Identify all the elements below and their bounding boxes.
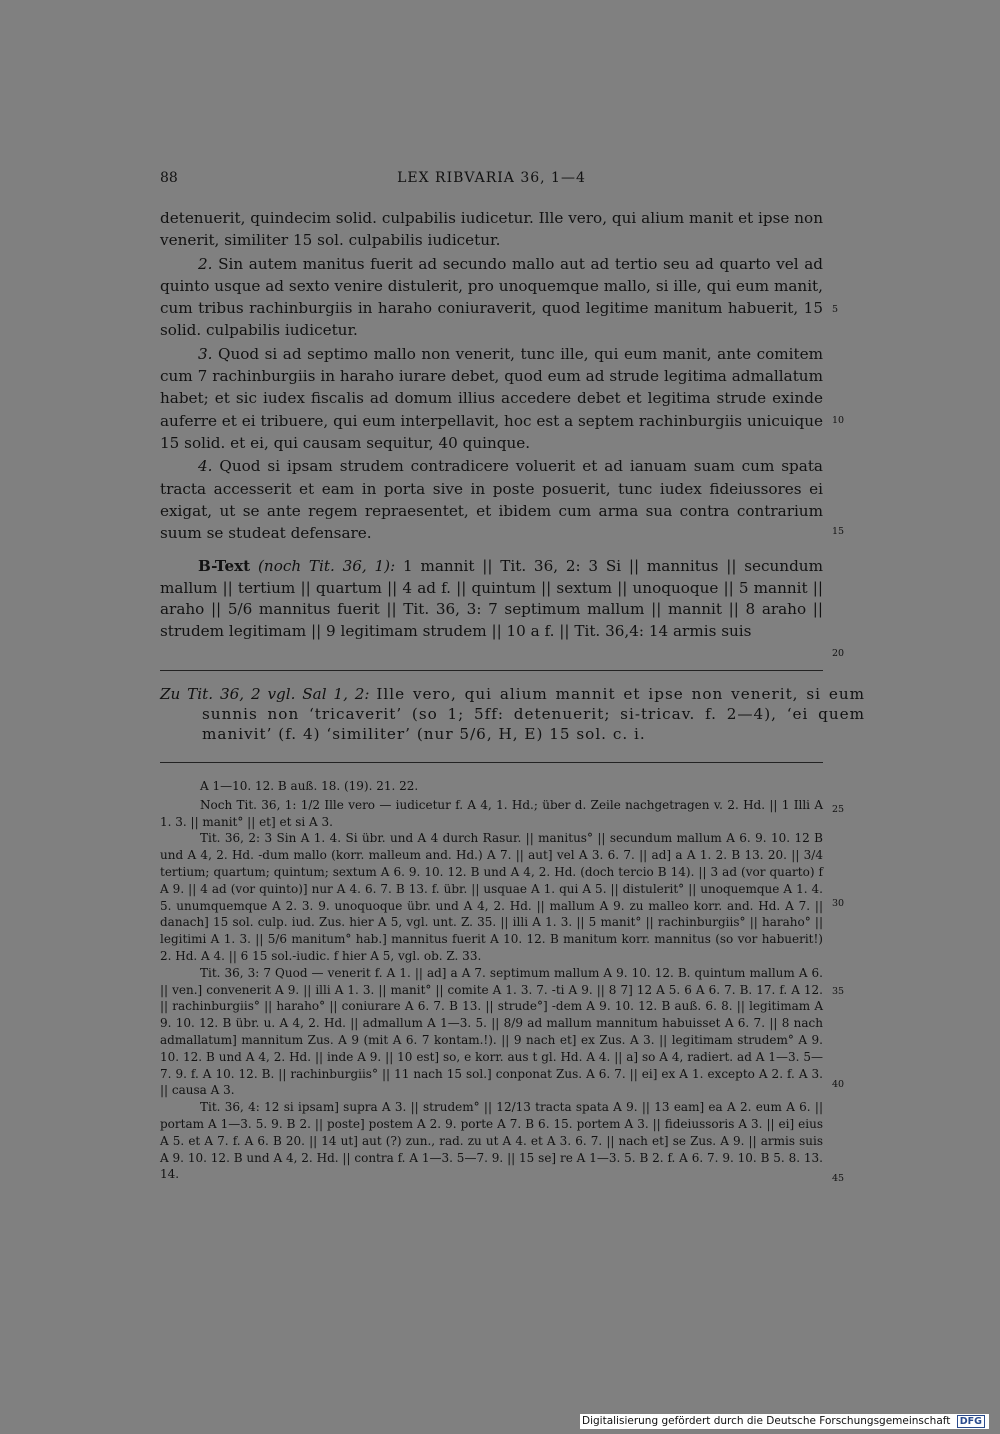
dfg-logo: DFG	[957, 1415, 985, 1428]
line-number: 45	[832, 1173, 845, 1184]
line-number: 20	[832, 648, 845, 659]
b-text-section	[160, 556, 823, 642]
footer-credit	[580, 1414, 989, 1429]
footer-text: Digitalisierung gefördert durch die Deutsche Forschungsgemeinschaft	[582, 1415, 951, 1427]
paragraph-4-text: Quod si ipsam strudem contradicere voluerit et ad ianuam suam cum spata tracta accesserit et eam in porta sive in poste posuerit, tunc iudex fideiussores ei exigat, ut se ante regem repraesentet, et ibidem cum arma sua contra contrarium suum se studeat defensare.	[160, 457, 823, 543]
apparatus-entry: Noch Tit. 36, 1: 1/2 Ille vero — iudicetur f. A 4, 1. Hd.; über d. Zeile nachgetragen v. 2. Hd. || 1 Illi A 1. 3. || manit° || et] et si A 3.	[160, 797, 823, 829]
comparison-ref: Zu Tit. 36, 2 vgl. Sal 1, 2:	[160, 685, 370, 703]
line-number: 10	[832, 415, 845, 426]
paragraph-4-number: 4.	[198, 457, 213, 476]
divider-1	[160, 670, 823, 671]
b-text-label: B-Text	[198, 557, 251, 575]
apparatus-entry: Tit. 36, 4: 12 si ipsam] supra A 3. || strudem° || 12/13 tracta spata A 9. || 13 eam] ea A 2. eum A 6. || portam A 1—3. 5. 9. B 2. || poste] postem A 2. 9. porte A 7. B 6. 15. portem A 3. || fideiussoris A 3. || ei] eius A 5. et A 7. f. A 6. B 20. || 14 ut] aut (?) zun., rad. zu ut A 4. et A 3. 6. 7. || nach et] se Zus. A 9. || armis suis A 9. 10. 12. B und A 4, 2. Hd. || contra f. A 1—3. 5—7. 9. || 15 se] re A 1—3. 5. B 2. f. A 6. 7. 9. 10. B 5. 8. 13. 14.	[160, 1100, 823, 1182]
paragraph-2	[160, 253, 823, 342]
b-text-body: 1 mannit || Tit. 36, 2: 3 Si || mannitus || secundum mallum || tertium || quartum || 4 ad f. || quintum || sextum || unoquoque || 5 mannit || araho || 5/6 mannitus fuerit || Tit. 36, 3: 7 septimum mallum || mannit || 8 araho || strudem legitimam || 9 legitimam strudem || 10 a f. || Tit. 36,4: 14 armis suis	[160, 557, 823, 640]
line-number: 40	[832, 1079, 845, 1090]
critical-apparatus	[160, 778, 823, 1183]
page-header	[160, 170, 823, 190]
line-number: 5	[832, 304, 839, 315]
paragraph-1: detenuerit, quindecim solid. culpabilis iudicetur. Ille vero, qui alium manit et ipse non venerit, similiter 15 sol. culpabilis iudicetur.	[160, 209, 823, 250]
line-number: 15	[832, 526, 845, 537]
line-number: 25	[832, 804, 845, 815]
apparatus-entry: Tit. 36, 2: 3 Sin A 1. 4. Si übr. und A 4 durch Rasur. || manitus° || secundum mallum A 6. 9. 10. 12 B und A 4, 2. Hd. -dum mallo (korr. malleum and. Hd.) A 7. || aut] vel A 3. 6. 7. || ad] a A 1. 2. B 13. 20. || 3/4 tertium; quartum; quintum; sextum A 6. 9. 10. 12. B und A 4, 2. Hd. (doch tercio B 14). || 3 ad (vor quarto) f A 9. || 4 ad (vor quinto)] nur A 4. 6. 7. B 13. f. übr. || usquae A 1. qui A 5. || distulerit° || unoquemque A 1. 4. 5. unumquemque A 2. 3. 9. unoquoque übr. und A 4, 2. Hd. || mallum A 9. zu malleo korr. and. Hd. A 7. || danach] 15 sol. culp. iud. Zus. hier A 5, vgl. unt. Z. 35. || illi A 1. 3. || 5 manit° || rachinburgiis° || haraho° || legitimi A 1. 3. || 5/6 manitum° hab.] mannitus fuerit A 10. 12. B manitum korr. mannitus (so vor habuerit!) 2. Hd. A 4. || 6 15 sol.-iudic. f hier A 5, vgl. ob. Z. 33.	[160, 831, 823, 963]
comparison-body: Ille vero, qui alium mannit et ipse non venerit, si eum sunnis non ‘tricaverit’ (so 1; 5ff: detenuerit; si-tricav. f. 2—4), ‘ei quem manivit’ (f. 4) ‘similiter’ (nur 5/6, H, E) 15 sol. c. i.	[202, 685, 866, 743]
comparison-note	[160, 684, 865, 744]
page-number: 88	[160, 170, 178, 186]
paragraph-4	[160, 455, 823, 544]
divider-2	[160, 762, 823, 763]
apparatus-entry: Tit. 36, 3: 7 Quod — venerit f. A 1. || ad] a A 7. septimum mallum A 9. 10. 12. B. quintum mallum A 6. || ven.] convenerit A 9. || illi A 1. 3. || manit° || comite A 1. 3. 7. -ti A 9. || 8 7] 12 A 5. 6 A 6. 7. B. 17. f. A 12. || rachinburgiis° || haraho° || coniurare A 6. 7. B 13. || strude°] -dem A 9. 10. 12. B auß. 6. 8. || legitimam A 9. 10. 12. B übr. u. A 4, 2. Hd. || admallum A 1—3. 5. || 8/9 ad mallum mannitum habuisset A 6. 7. || 8 nach admallatum] mannitum Zus. A 9 (mit A 6. 7 kontam.!). || 9 nach et] ex Zus. A 3. || legitimam strudem° A 9. 10. 12. B und A 4, 2. Hd. || inde A 9. || 10 est] so, e korr. aus t gl. Hd. A 4. || a] so A 4, radiert. ad A 1—3. 5—7. 9. f. A 10. 12. B. || rachinburgiis° || 11 nach 15 sol.] conponat Zus. A 6. 7. || ei] ex A 1. excepto A 2. f. A 3. || causa A 3.	[160, 965, 823, 1098]
paragraph-2-number: 2.	[198, 254, 213, 273]
apparatus-sigla: A 1—10. 12. B auß. 18. (19). 21. 22.	[200, 779, 419, 793]
paragraph-3-number: 3.	[198, 344, 213, 363]
paragraph-2-text: Sin autem manitus fuerit ad secundo mallo aut ad tertio seu ad quarto vel ad quinto usque ad sexto venire distulerit, pro unoquemque mallo, si ille, qui eum manit, cum tribus rachinburgiis in haraho coniuraverit, quod legitime manitum habuerit, 15 solid. culpabilis iudicetur.	[160, 254, 824, 340]
running-title: LEX RIBVARIA 36, 1—4	[397, 170, 586, 186]
paragraph-3-text: Quod si ad septimo mallo non venerit, tunc ille, qui eum manit, ante comitem cum 7 rachinburgiis in haraho iurare debet, quod eum ad strude legitima admallatum habet; et sic iudex fiscalis ad domum illius accedere debet et legitima strude exinde auferre et ei tribuere, qui eum interpellavit, hoc est a septem rachinburgiis unicuique 15 solid. et ei, qui causam sequitur, 40 quinque.	[160, 344, 823, 452]
b-text-ref: (noch Tit. 36, 1):	[257, 557, 396, 575]
main-text	[160, 207, 823, 545]
paragraph-3	[160, 343, 823, 454]
line-number: 30	[832, 898, 845, 909]
line-number: 35	[832, 986, 845, 997]
